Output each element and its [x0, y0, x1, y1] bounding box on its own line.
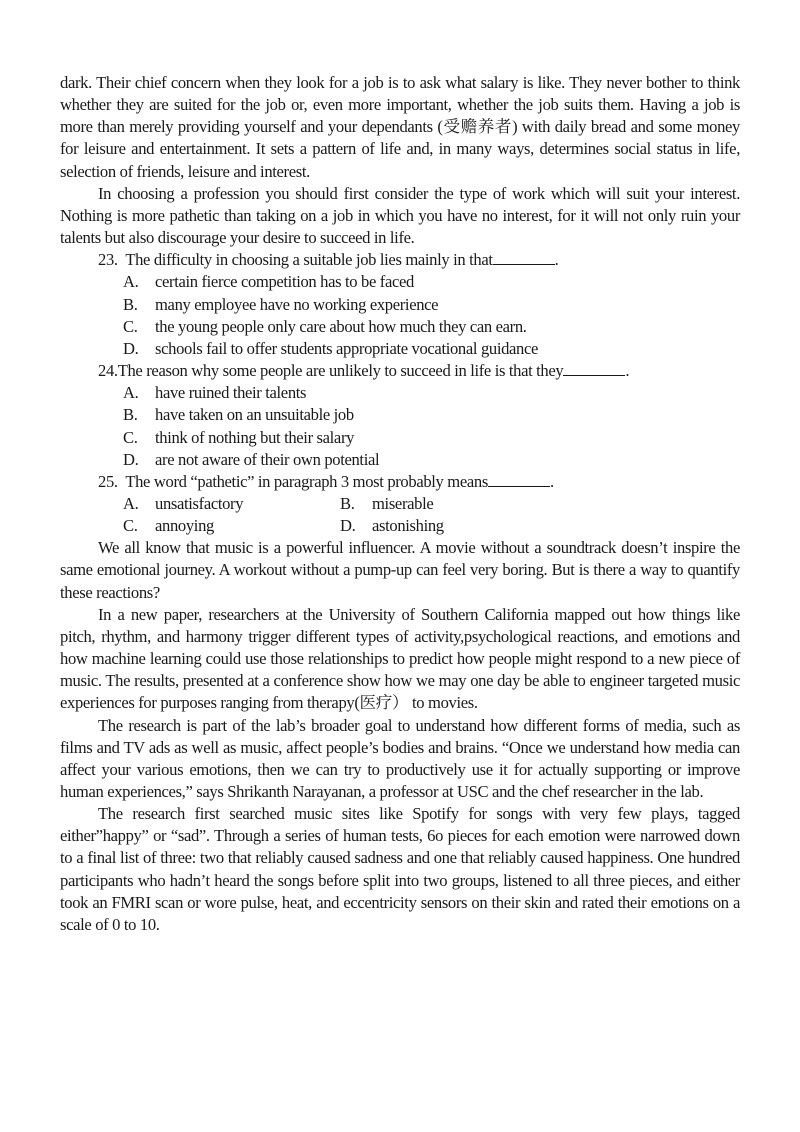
question-number: 24. — [98, 361, 118, 381]
option-text: have taken on an unsuitable job — [155, 405, 354, 425]
option-d — [60, 449, 740, 471]
option-a — [60, 382, 740, 404]
option-letter: D. — [123, 338, 139, 358]
option-d — [340, 515, 444, 537]
option-c — [60, 427, 740, 449]
question-text: The reason why some people are unlikely to succeed in life is that they — [117, 361, 564, 381]
option-letter: D. — [340, 516, 356, 536]
option-letter: D. — [123, 449, 139, 469]
option-letter: C. — [123, 316, 138, 336]
answer-blank — [493, 250, 555, 265]
question-stem — [60, 249, 740, 271]
paragraph-usc-paper: In a new paper, researchers at the University of Southern California mapped out how things like pitch, rhythm, and harmony trigger different types of activity,psychological reactions, and emotions and how machine learning could use those relationships to predict how people might respond to a new piece of music. The results, presented at a conference show how we may one day be able to engineer targeted music experiences for purposes ranging from therapy(医疗） to movies. — [60, 604, 740, 713]
option-text: certain fierce competition has to be faced — [155, 272, 414, 292]
option-b — [60, 294, 740, 316]
option-text: miserable — [372, 493, 434, 513]
option-text: think of nothing but their salary — [155, 427, 355, 447]
question-end-punct: . — [554, 250, 559, 270]
option-c — [60, 316, 740, 338]
document-page — [60, 72, 740, 936]
option-letter: A. — [123, 493, 139, 513]
option-text: many employee have no working experience — [155, 294, 439, 314]
option-text: have ruined their talents — [155, 383, 307, 403]
option-text: the young people only care about how much they can earn. — [155, 316, 527, 336]
option-row-ab — [60, 493, 740, 515]
option-letter: B. — [123, 294, 138, 314]
paragraph-choosing-profession: In choosing a profession you should first consider the type of work which will suit your interest. Nothing is more pathetic than taking on a job in which you have no interest, for it will not only ruin your talents but also discourage your desire to succeed in life. — [60, 183, 740, 248]
paragraph-music-influencer: We all know that music is a powerful influencer. A movie without a soundtrack doesn’t inspire the same emotional journey. A workout without a pump-up can feel very boring. But is there a way to quantify these reactions? — [60, 538, 740, 602]
question-text: The difficulty in choosing a suitable job lies mainly in that — [125, 250, 493, 270]
option-b — [60, 404, 740, 426]
option-c — [123, 515, 340, 537]
option-letter: A. — [123, 272, 139, 292]
question-number: 23. — [98, 250, 118, 270]
paragraph-research-method: The research first searched music sites like Spotify for songs with very few plays, tagged either”happy” or “sad”. Through a series of human tests, 6o pieces for each emotion were narrowed down to a final list of three: two that reliably caused sadness and one that reliably caused happiness. One hundred participants who hadn’t heard the songs before split into two groups, listened to all three pieces, and either took an FMRI scan or wore pulse, heat, and eccentricity sensors on their skin and rated their emotions on a scale of 0 to 10. — [60, 804, 740, 934]
question-end-punct: . — [625, 361, 630, 381]
question-end-punct: . — [549, 471, 554, 491]
option-text: schools fail to offer students appropriate vocational guidance — [155, 338, 539, 358]
option-row-cd — [60, 515, 740, 537]
question-stem — [60, 471, 740, 493]
option-letter: B. — [340, 493, 355, 513]
option-a — [123, 493, 340, 515]
question-24 — [60, 360, 740, 471]
option-text: are not aware of their own potential — [155, 449, 380, 469]
question-stem — [60, 360, 740, 382]
question-number: 25. — [98, 471, 118, 491]
answer-blank — [488, 472, 550, 487]
option-text: unsatisfactory — [155, 493, 244, 513]
option-a — [60, 271, 740, 293]
option-b — [340, 493, 433, 515]
question-text: The word “pathetic” in paragraph 3 most probably means — [125, 471, 488, 491]
question-23 — [60, 249, 740, 360]
option-d — [60, 338, 740, 360]
option-letter: C. — [123, 427, 138, 447]
option-letter: B. — [123, 405, 138, 425]
option-letter: A. — [123, 383, 139, 403]
paragraph-job-salary: dark. Their chief concern when they look for a job is to ask what salary is like. They never bother to think whether they are suited for the job or, even more important, whether the job suits them. Having a job is more than merely providing yourself and your dependants (受赡养者) with daily bread and some money for leisure and entertainment. It sets a pattern of life and, in many ways, determines social status in life, selection of friends, leisure and interest. — [60, 73, 740, 181]
question-25 — [60, 471, 740, 537]
answer-blank — [563, 361, 625, 376]
option-text: astonishing — [372, 516, 444, 536]
option-text: annoying — [155, 516, 214, 536]
option-letter: C. — [123, 516, 138, 536]
paragraph-lab-goal: The research is part of the lab’s broader goal to understand how different forms of media, such as films and TV ads as well as music, affect people’s bodies and brains. “Once we understand how media can affect your various emotions, then we can try to productively use it for actually supporting or improve human experiences,” says Shrikanth Narayanan, a professor at USC and the chef researcher in the lab. — [60, 715, 740, 801]
